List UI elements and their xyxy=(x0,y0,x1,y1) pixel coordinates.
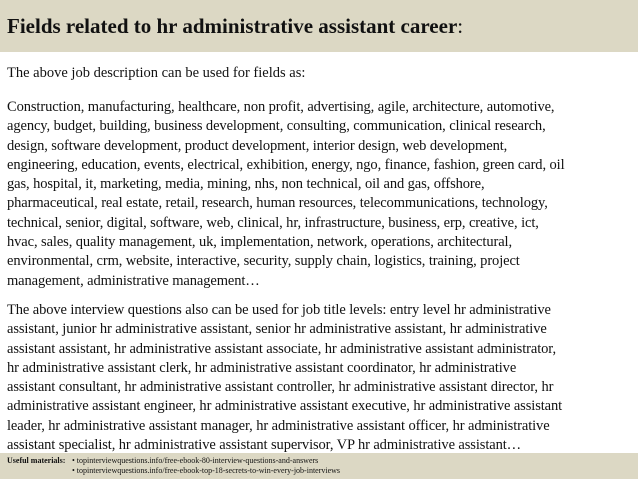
job-levels-paragraph xyxy=(7,301,633,455)
fields-line: environmental, crm, website, interactive, security, supply chain, logistics, training, project xyxy=(7,253,520,270)
levels-line: assistant consultant, hr administrative assistant controller, hr administrative assistant director, hr xyxy=(7,379,554,396)
fields-line: Construction, manufacturing, healthcare, non profit, advertising, agile, architecture, automotive, xyxy=(7,99,555,115)
fields-line: technical, senior, digital, software, web, clinical, hr, infrastructure, business, erp, creative, ict, xyxy=(7,214,539,231)
levels-line: assistant assistant, hr administrative assistant associate, hr administrative assistant administrator, xyxy=(7,340,556,357)
levels-line: hr administrative assistant clerk, hr administrative assistant coordinator, hr administrative xyxy=(7,359,517,376)
footer-links xyxy=(72,456,340,475)
footer-bar xyxy=(0,453,638,479)
page-title xyxy=(7,13,463,39)
page-title-colon: : xyxy=(457,14,464,38)
fields-line: management, administrative management… xyxy=(7,272,260,289)
levels-line: leader, hr administrative assistant manager, hr administrative assistant officer, hr administrative xyxy=(7,417,550,434)
fields-line: gas, hospital, it, marketing, media, mining, nhs, non technical, oil and gas, offshore, xyxy=(7,176,485,193)
levels-line: assistant, junior hr administrative assistant, senior hr administrative assistant, hr administrative xyxy=(7,321,547,338)
fields-line: design, software development, product development, interior design, web development, xyxy=(7,137,508,154)
fields-line: engineering, education, events, electrical, exhibition, energy, ngo, finance, fashion, green card, oil xyxy=(7,156,565,173)
title-bar xyxy=(0,0,638,52)
fields-line: pharmaceutical, real estate, retail, research, human resources, telecommunications, technology, xyxy=(7,195,548,212)
fields-paragraph xyxy=(7,98,633,291)
page-title-text: Fields related to hr administrative assistant career xyxy=(7,14,458,38)
levels-line: administrative assistant engineer, hr administrative assistant executive, hr administrative assistant xyxy=(7,398,563,415)
footer-label: Useful materials: xyxy=(7,456,66,465)
fields-line: hvac, sales, quality management, uk, implementation, network, operations, architectural, xyxy=(7,234,512,251)
intro-text: The above job description can be used for fields as: xyxy=(7,65,306,81)
footer-link-18-secrets[interactable]: • topinterviewquestions.info/free-ebook-top-18-secrets-to-win-every-job-interviews xyxy=(72,465,341,475)
levels-line: assistant specialist, hr administrative assistant supervisor, VP hr administrative assistant… xyxy=(7,437,522,454)
footer-link-80-questions[interactable]: • topinterviewquestions.info/free-ebook-80-interview-questions-and-answers xyxy=(72,456,319,465)
levels-line: The above interview questions also can be used for job title levels: entry level hr administrative xyxy=(7,302,551,318)
fields-line: agency, budget, building, business development, consulting, communication, clinical research, xyxy=(7,118,546,135)
